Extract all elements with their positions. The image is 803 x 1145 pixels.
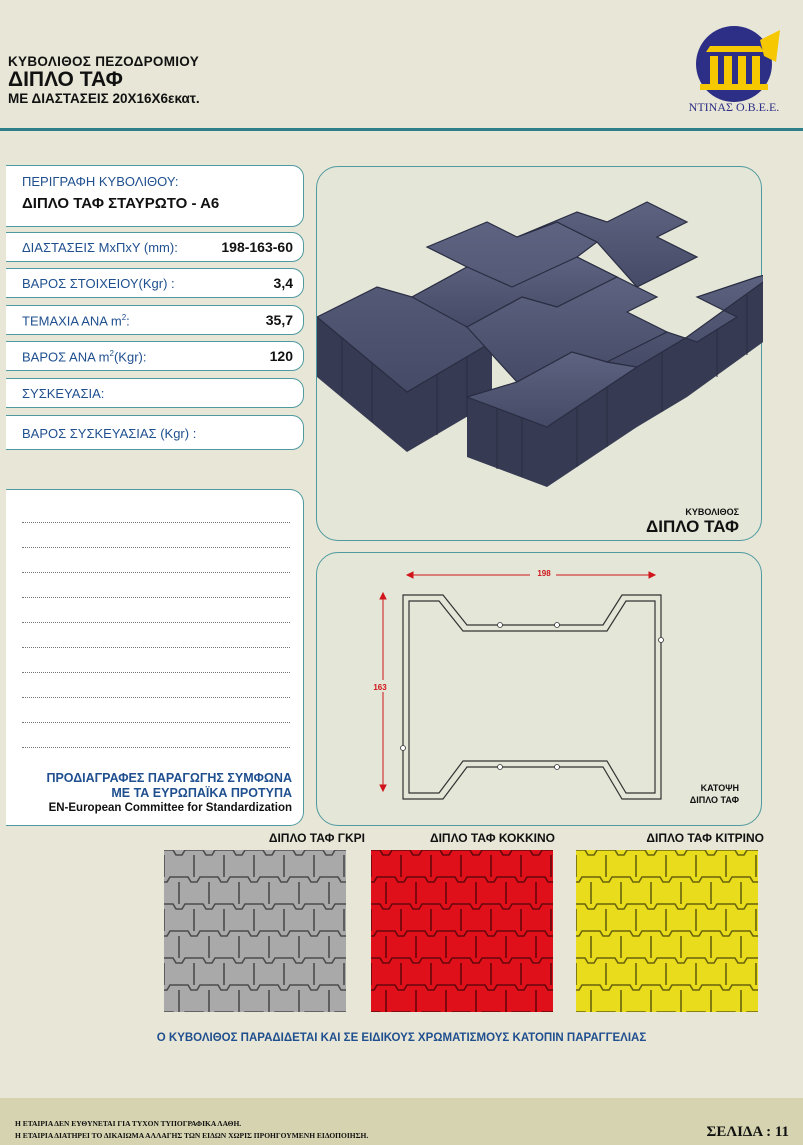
dotted-line bbox=[22, 647, 290, 648]
product-caption-2: ΔΙΠΛΟ ΤΑΦ bbox=[646, 517, 739, 536]
page-number: ΣΕΛΙΔΑ : 11 bbox=[706, 1124, 789, 1140]
pieces-label-suffix: : bbox=[126, 313, 130, 329]
spec-row-packaging bbox=[6, 378, 304, 408]
dotted-line bbox=[22, 622, 290, 623]
page-header bbox=[0, 0, 803, 128]
spec-label-pieces bbox=[22, 313, 130, 328]
dotted-line bbox=[22, 747, 290, 748]
title-line-2: ΔΙΠΛΟ ΤΑΦ bbox=[8, 68, 123, 91]
building-columns-icon bbox=[680, 22, 788, 102]
swatch-label-yellow: ΔΙΠΛΟ ΤΑΦ ΚΙΤΡΙΝΟ bbox=[646, 831, 764, 845]
spec-value-weight-m2: 120 bbox=[269, 348, 293, 364]
plan-caption-2: ΔΙΠΛΟ ΤΑΦ bbox=[689, 795, 739, 805]
dotted-line bbox=[22, 672, 290, 673]
notes-box bbox=[6, 489, 304, 826]
title-line-1: ΚΥΒΟΛΙΘΟΣ ΠΕΖΟΔΡΟΜΙΟΥ bbox=[8, 54, 200, 69]
height-dimension: 163 bbox=[373, 683, 387, 692]
dotted-line bbox=[22, 547, 290, 548]
standards-line-1: ΠΡΟΔΙΑΓΡΑΦΕΣ ΠΑΡΑΓΩΓΗΣ ΣΥΜΦΩΝΑ bbox=[46, 771, 292, 785]
company-logo bbox=[680, 22, 788, 122]
spec-label-dimensions: ΔΙΑΣΤΑΣΕΙΣ ΜxΠxΥ (mm): bbox=[22, 240, 178, 255]
swatch-label-red: ΔΙΠΛΟ ΤΑΦ ΚΟΚΚΙΝΟ bbox=[429, 831, 555, 845]
spec-label-weight-m2 bbox=[22, 349, 146, 364]
disclaimer-line-1: Η ΕΤΑΙΡΙΑ ΔΕΝ ΕΥΘΥΝΕΤΑΙ ΓΙΑ ΤΥΧΟΝ ΤΥΠΟΓΡΑΦΙΚΑ ΛΑΘΗ. bbox=[15, 1119, 242, 1128]
description-label: ΠΕΡΙΓΡΑΦΗ ΚΥΒΟΛΙΘΟΥ: bbox=[22, 174, 179, 189]
standards-line-2: ΜΕ ΤΑ ΕΥΡΩΠΑΪΚΑ ΠΡΟΤΥΠΑ bbox=[111, 786, 292, 800]
dotted-line bbox=[22, 722, 290, 723]
spec-value-pieces: 35,7 bbox=[265, 312, 293, 328]
logo-text: ΝΤΙΝΑΣ Ο.Β.Ε.Ε. bbox=[688, 100, 780, 114]
spec-row-packaging-weight bbox=[6, 415, 304, 450]
spec-row-pieces bbox=[6, 305, 304, 335]
spec-value-dimensions: 198-163-60 bbox=[221, 239, 293, 255]
special-colors-note: Ο ΚΥΒΟΛΙΘΟΣ ΠΑΡΑΔΙΔΕΤΑΙ ΚΑΙ ΣΕ ΕΙΔΙΚΟΥΣ ΧΡΩΜΑΤΙΣΜΟΥΣ ΚΑΤΟΠΙΝ ΠΑΡΑΓΓΕΛΙΑΣ bbox=[156, 1032, 647, 1044]
plan-caption-1: ΚΑΤΟΨΗ bbox=[700, 783, 739, 793]
pieces-label-sup: 2 bbox=[121, 313, 127, 322]
description-box bbox=[6, 165, 304, 227]
weight-m2-label-suffix: (Kgr): bbox=[113, 349, 147, 365]
header-divider bbox=[0, 128, 803, 131]
title-line-3: ΜΕ ΔΙΑΣΤΑΣΕΙΣ 20Χ16Χ6εκατ. bbox=[8, 91, 200, 106]
paver-3d-illustration bbox=[317, 177, 763, 507]
spec-label-weight: ΒΑΡΟΣ ΣΤΟΙΧΕΙΟΥ(Kgr) : bbox=[22, 276, 175, 291]
spec-value-weight: 3,4 bbox=[273, 275, 293, 291]
dotted-line bbox=[22, 572, 290, 573]
pieces-label-text: ΤΕΜΑΧΙΑ ΑΝΑ m bbox=[22, 313, 122, 329]
swatch-red bbox=[371, 850, 553, 1012]
dotted-line bbox=[22, 597, 290, 598]
spec-row-weight-m2 bbox=[6, 341, 304, 371]
description-value: ΔΙΠΛΟ ΤΑΦ ΣΤΑΥΡΩΤΟ - Α6 bbox=[22, 195, 220, 212]
product-view-panel bbox=[316, 166, 762, 541]
page-footer bbox=[0, 1098, 803, 1145]
weight-m2-label-sup: 2 bbox=[109, 349, 114, 358]
disclaimer-line-2: Η ΕΤΑΙΡΙΑ ΔΙΑΤΗΡΕΙ ΤΟ ΔΙΚΑΙΩΜΑ ΑΛΛΑΓΗΣ ΤΩΝ ΕΙΔΩΝ ΧΩΡΙΣ ΠΡΟΗΓΟΥΜΕΝΗ ΕΙΔΟΠΟΙΗΣΗ. bbox=[15, 1131, 369, 1140]
swatch-label-grey: ΔΙΠΛΟ ΤΑΦ ΓΚΡΙ bbox=[268, 831, 365, 845]
spec-label-packaging-weight: ΒΑΡΟΣ ΣΥΣΚΕΥΑΣΙΑΣ (Kgr) : bbox=[22, 426, 197, 441]
product-caption-1: ΚΥΒΟΛΙΘΟΣ bbox=[685, 507, 739, 517]
dotted-line bbox=[22, 697, 290, 698]
plan-view-panel bbox=[316, 552, 762, 826]
spec-row-dimensions bbox=[6, 232, 304, 262]
spec-row-weight bbox=[6, 268, 304, 298]
weight-m2-label-text: ΒΑΡΟΣ ΑΝΑ m bbox=[22, 349, 110, 365]
dotted-line bbox=[22, 522, 290, 523]
swatch-yellow bbox=[576, 850, 758, 1012]
page-title bbox=[8, 54, 200, 106]
spec-label-packaging: ΣΥΣΚΕΥΑΣΙΑ: bbox=[22, 386, 105, 401]
swatch-grey bbox=[164, 850, 346, 1012]
width-dimension: 198 bbox=[537, 569, 551, 578]
standards-line-3: EN-European Committee for Standardization bbox=[48, 802, 292, 814]
